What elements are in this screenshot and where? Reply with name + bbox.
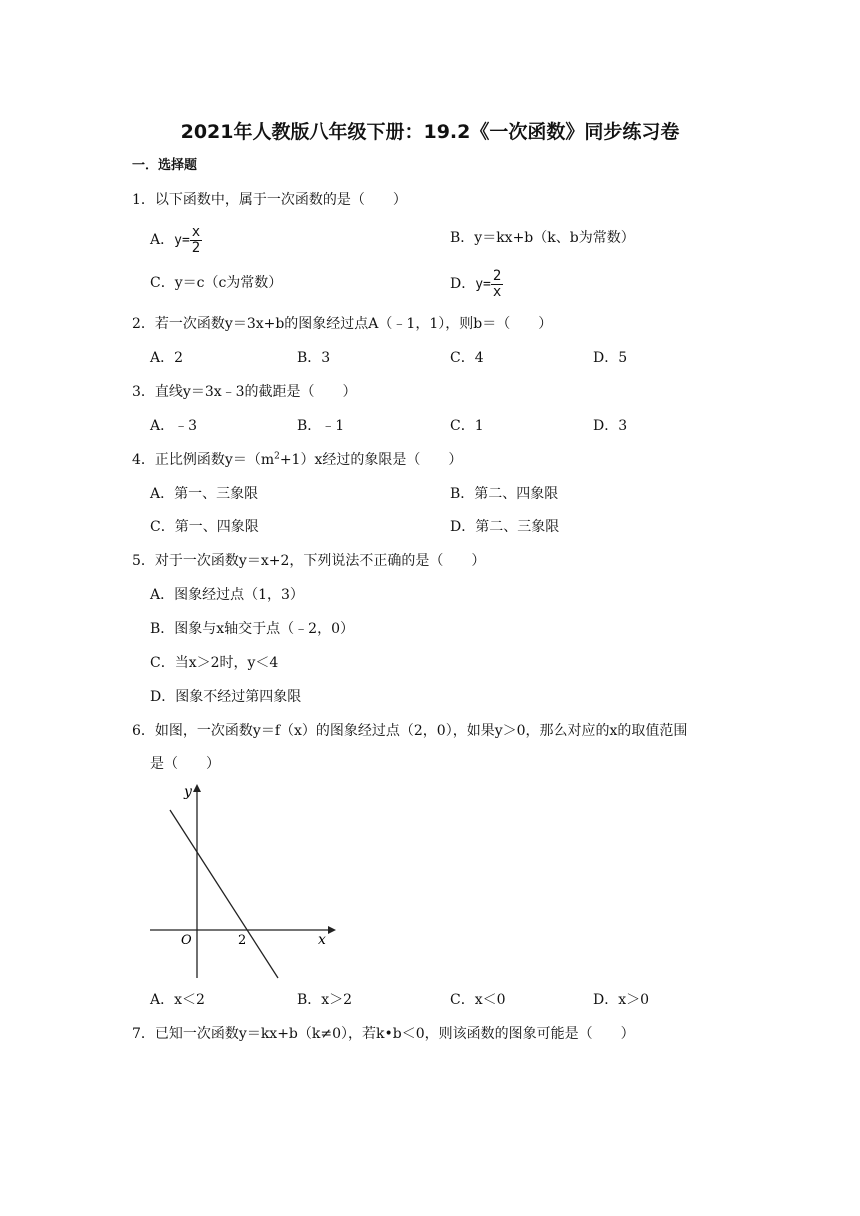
function-line (170, 810, 278, 978)
y-axis-arrow-icon (193, 784, 201, 792)
question-7-stem: 7．已知一次函数y＝kx+b（k≠0），若k•b＜0，则该函数的图象可能是（ ） (132, 1026, 635, 1042)
fraction-numerator: x (191, 223, 201, 240)
q1-option-d (450, 266, 503, 302)
question-3-stem: 3．直线y＝3x﹣3的截距是（ ） (132, 384, 357, 400)
q3-option-d: D．3 (593, 418, 628, 434)
q3-option-c: C．1 (450, 418, 484, 434)
section-heading: 一．选择题 (132, 158, 198, 173)
y-axis-label: y (184, 784, 192, 800)
fraction-denominator: 2 (191, 239, 201, 256)
q1-option-a-lhs: y= (174, 233, 190, 248)
x-tick-label: 2 (238, 933, 247, 948)
q1-option-d-lhs: y= (475, 277, 491, 292)
q1-option-d-label: D． (450, 276, 476, 292)
q5-option-a: A．图象经过点（1，3） (150, 587, 304, 603)
q4-stem-pre: 4．正比例函数y＝（m (132, 452, 275, 468)
question-1-stem: 1．以下函数中，属于一次函数的是（ ） (132, 192, 407, 208)
q2-option-a: A．2 (150, 350, 184, 366)
q4-option-a: A．第一、三象限 (150, 486, 259, 502)
q1-option-c: C．y＝c（c为常数） (150, 275, 283, 291)
x-axis-arrow-icon (328, 926, 336, 934)
question-2-stem: 2．若一次函数y＝3x+b的图象经过点A（﹣1，1），则b＝（ ） (132, 316, 553, 332)
q2-option-c: C．4 (450, 350, 484, 366)
q1-option-a (150, 222, 202, 258)
question-6-stem-continued: 是（ ） (150, 756, 220, 772)
q1-option-a-fraction (190, 225, 202, 256)
q5-option-c: C．当x＞2时，y＜4 (150, 655, 279, 671)
q6-graph (140, 778, 340, 986)
origin-label: O (181, 933, 192, 948)
q6-option-b: B．x＞2 (297, 992, 353, 1008)
question-5-stem: 5．对于一次函数y＝x+2，下列说法不正确的是（ ） (132, 553, 486, 569)
question-6-stem: 6．如图，一次函数y＝f（x）的图象经过点（2，0），如果y＞0，那么对应的x的取值范围 (132, 723, 688, 739)
x-axis-label: x (318, 932, 326, 948)
q2-option-d: D．5 (593, 350, 628, 366)
q1-option-a-label: A． (150, 232, 175, 248)
q1-option-d-fraction (491, 269, 503, 300)
q6-option-c: C．x＜0 (450, 992, 506, 1008)
fraction-denominator: x (492, 283, 502, 300)
q2-option-b: B．3 (297, 350, 331, 366)
q4-option-b: B．第二、四象限 (450, 486, 559, 502)
q1-option-b: B．y＝kx+b（k、b为常数） (450, 230, 635, 246)
q6-option-a: A．x＜2 (150, 992, 205, 1008)
q4-option-c: C．第一、四象限 (150, 519, 259, 535)
q5-option-d: D．图象不经过第四象限 (150, 689, 302, 705)
fraction-numerator: 2 (492, 267, 502, 284)
page-title: 2021年人教版八年级下册：19.2《一次函数》同步练习卷 (180, 121, 680, 143)
q5-option-b: B．图象与x轴交于点（﹣2，0） (150, 621, 354, 637)
question-4-stem (132, 451, 462, 469)
q3-option-a: A．﹣3 (150, 418, 198, 434)
q4-stem-post: +1）x经过的象限是（ ） (279, 452, 463, 468)
q4-option-d: D．第二、三象限 (450, 519, 560, 535)
q3-option-b: B．﹣1 (297, 418, 345, 434)
q4-stem-exponent: 2 (274, 451, 280, 462)
q6-option-d: D．x＞0 (593, 992, 650, 1008)
